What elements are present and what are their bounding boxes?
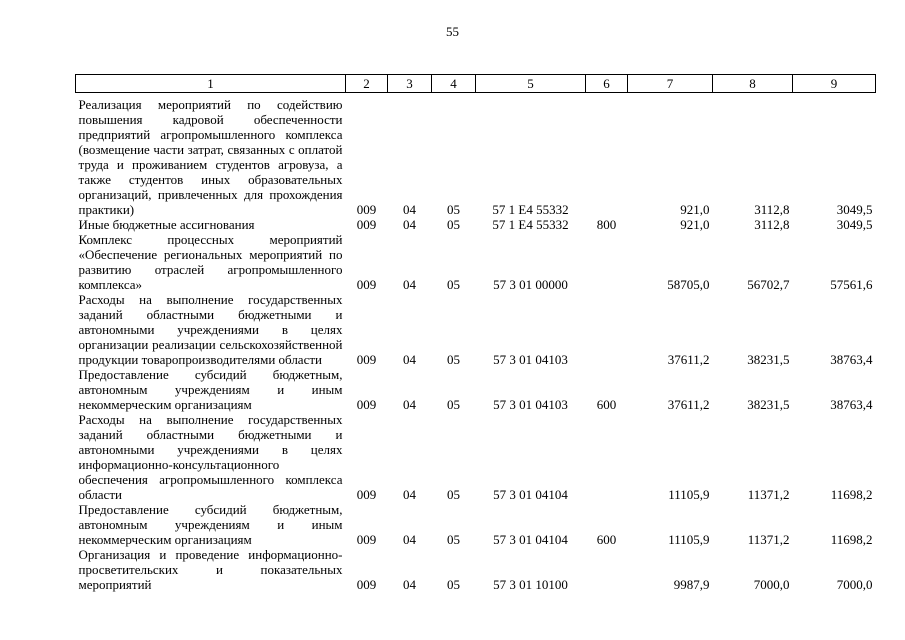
cell-col8: 3112,8 bbox=[754, 202, 790, 217]
cell-col3: 04 bbox=[403, 277, 416, 292]
column-header: 9 bbox=[793, 75, 876, 93]
cell-col8: 11371,2 bbox=[747, 532, 790, 547]
cell-col4: 05 bbox=[447, 352, 460, 367]
cell-col5: 57 3 01 04104 bbox=[493, 487, 568, 502]
row-name-cell: Предоставление субсидий бюджетным, автономным учреждениям и иным некоммерческим организациям bbox=[78, 502, 343, 547]
cell-col9: 11698,2 bbox=[830, 532, 873, 547]
column-header: 1 bbox=[76, 75, 346, 93]
cell-col2: 009 bbox=[356, 217, 377, 232]
cell-col2: 009 bbox=[356, 352, 377, 367]
column-header: 4 bbox=[432, 75, 476, 93]
cell-col3: 04 bbox=[403, 352, 416, 367]
cell-col7: 11105,9 bbox=[668, 487, 710, 502]
table-body bbox=[76, 93, 876, 593]
table-row bbox=[76, 292, 876, 367]
cell-col7: 37611,2 bbox=[667, 352, 710, 367]
cell-col9: 3049,5 bbox=[836, 217, 873, 232]
cell-col2: 009 bbox=[356, 202, 377, 217]
cell-col6: 600 bbox=[596, 532, 617, 547]
cell-col4: 05 bbox=[447, 577, 460, 592]
cell-col9: 11698,2 bbox=[830, 487, 873, 502]
table-row bbox=[76, 93, 876, 218]
cell-col8: 38231,5 bbox=[747, 352, 790, 367]
column-header: 8 bbox=[713, 75, 793, 93]
cell-col2: 009 bbox=[356, 532, 377, 547]
column-header: 6 bbox=[586, 75, 628, 93]
column-header: 7 bbox=[628, 75, 713, 93]
cell-col3: 04 bbox=[403, 577, 416, 592]
cell-col2: 009 bbox=[356, 577, 377, 592]
cell-col2: 009 bbox=[356, 277, 377, 292]
cell-col7: 58705,0 bbox=[667, 277, 710, 292]
cell-col7: 921,0 bbox=[680, 202, 710, 217]
table-row bbox=[76, 547, 876, 592]
cell-col7: 9987,9 bbox=[673, 577, 710, 592]
cell-col8: 11371,2 bbox=[747, 487, 790, 502]
cell-col6 bbox=[586, 93, 628, 218]
column-header: 2 bbox=[346, 75, 388, 93]
cell-col5: 57 1 Е4 55332 bbox=[492, 217, 569, 232]
row-name-cell: Иные бюджетные ассигнования bbox=[78, 217, 255, 232]
cell-col4: 05 bbox=[447, 532, 460, 547]
cell-col5: 57 3 01 10100 bbox=[493, 577, 568, 592]
cell-col4: 05 bbox=[447, 277, 460, 292]
cell-col5: 57 3 01 04104 bbox=[493, 532, 568, 547]
cell-col2: 009 bbox=[356, 397, 377, 412]
row-name-cell: Расходы на выполнение государственных заданий областными бюджетными и автономными учреждениями в целях организации реализации сельскохозяйственной продукции товаропроизводителями области bbox=[78, 292, 343, 367]
cell-col4: 05 bbox=[447, 202, 460, 217]
cell-col6: 800 bbox=[596, 217, 617, 232]
cell-col8: 7000,0 bbox=[753, 577, 790, 592]
table-row bbox=[76, 412, 876, 502]
cell-col5: 57 3 01 04103 bbox=[493, 397, 568, 412]
row-name-cell: Комплекс процессных мероприятий «Обеспечение региональных мероприятий по развитию отраслей агропромышленного комплекса» bbox=[78, 232, 343, 292]
cell-col4: 05 bbox=[447, 217, 460, 232]
cell-col6 bbox=[586, 232, 628, 292]
cell-col5: 57 3 01 04103 bbox=[493, 352, 568, 367]
table-row bbox=[76, 502, 876, 547]
cell-col6: 600 bbox=[596, 397, 617, 412]
cell-col6 bbox=[586, 292, 628, 367]
cell-col8: 38231,5 bbox=[747, 397, 790, 412]
cell-col3: 04 bbox=[403, 202, 416, 217]
row-name-cell: Организация и проведение информационно-просветительских и показательных мероприятий bbox=[78, 547, 343, 592]
cell-col3: 04 bbox=[403, 217, 416, 232]
row-name-cell: Расходы на выполнение государственных заданий областными бюджетными и автономными учреждениями в целях информационно-консультационного обеспечения агропромышленного комплекса области bbox=[78, 412, 343, 502]
cell-col8: 56702,7 bbox=[747, 277, 790, 292]
cell-col8: 3112,8 bbox=[754, 217, 790, 232]
cell-col6 bbox=[586, 547, 628, 592]
cell-col9: 38763,4 bbox=[830, 397, 873, 412]
cell-col7: 37611,2 bbox=[667, 397, 710, 412]
cell-col2: 009 bbox=[356, 487, 377, 502]
page-number: 55 bbox=[446, 24, 459, 39]
cell-col9: 7000,0 bbox=[836, 577, 873, 592]
cell-col4: 05 bbox=[447, 397, 460, 412]
cell-col7: 921,0 bbox=[680, 217, 710, 232]
cell-col9: 38763,4 bbox=[830, 352, 873, 367]
cell-col9: 57561,6 bbox=[830, 277, 873, 292]
cell-col4: 05 bbox=[447, 487, 460, 502]
cell-col9: 3049,5 bbox=[836, 202, 873, 217]
table-row bbox=[76, 217, 876, 232]
cell-col3: 04 bbox=[403, 532, 416, 547]
cell-col3: 04 bbox=[403, 397, 416, 412]
cell-col5: 57 1 Е4 55332 bbox=[492, 202, 569, 217]
cell-col6 bbox=[586, 412, 628, 502]
column-header: 3 bbox=[388, 75, 432, 93]
row-name-cell: Реализация мероприятий по содействию повышения кадровой обеспеченности предприятий агропромышленного комплекса (возмещение части затрат, связанных с оплатой труда и проживанием студентов агровуза, а также студентов иных образовательных организаций, привлеченных для прохождения практики) bbox=[78, 97, 343, 217]
column-header: 5 bbox=[476, 75, 586, 93]
cell-col3: 04 bbox=[403, 487, 416, 502]
table-header-row bbox=[76, 75, 876, 93]
table-row bbox=[76, 367, 876, 412]
budget-table bbox=[75, 74, 876, 592]
cell-col5: 57 3 01 00000 bbox=[493, 277, 568, 292]
cell-col7: 11105,9 bbox=[668, 532, 710, 547]
row-name-cell: Предоставление субсидий бюджетным, автономным учреждениям и иным некоммерческим организациям bbox=[78, 367, 343, 412]
table-row bbox=[76, 232, 876, 292]
